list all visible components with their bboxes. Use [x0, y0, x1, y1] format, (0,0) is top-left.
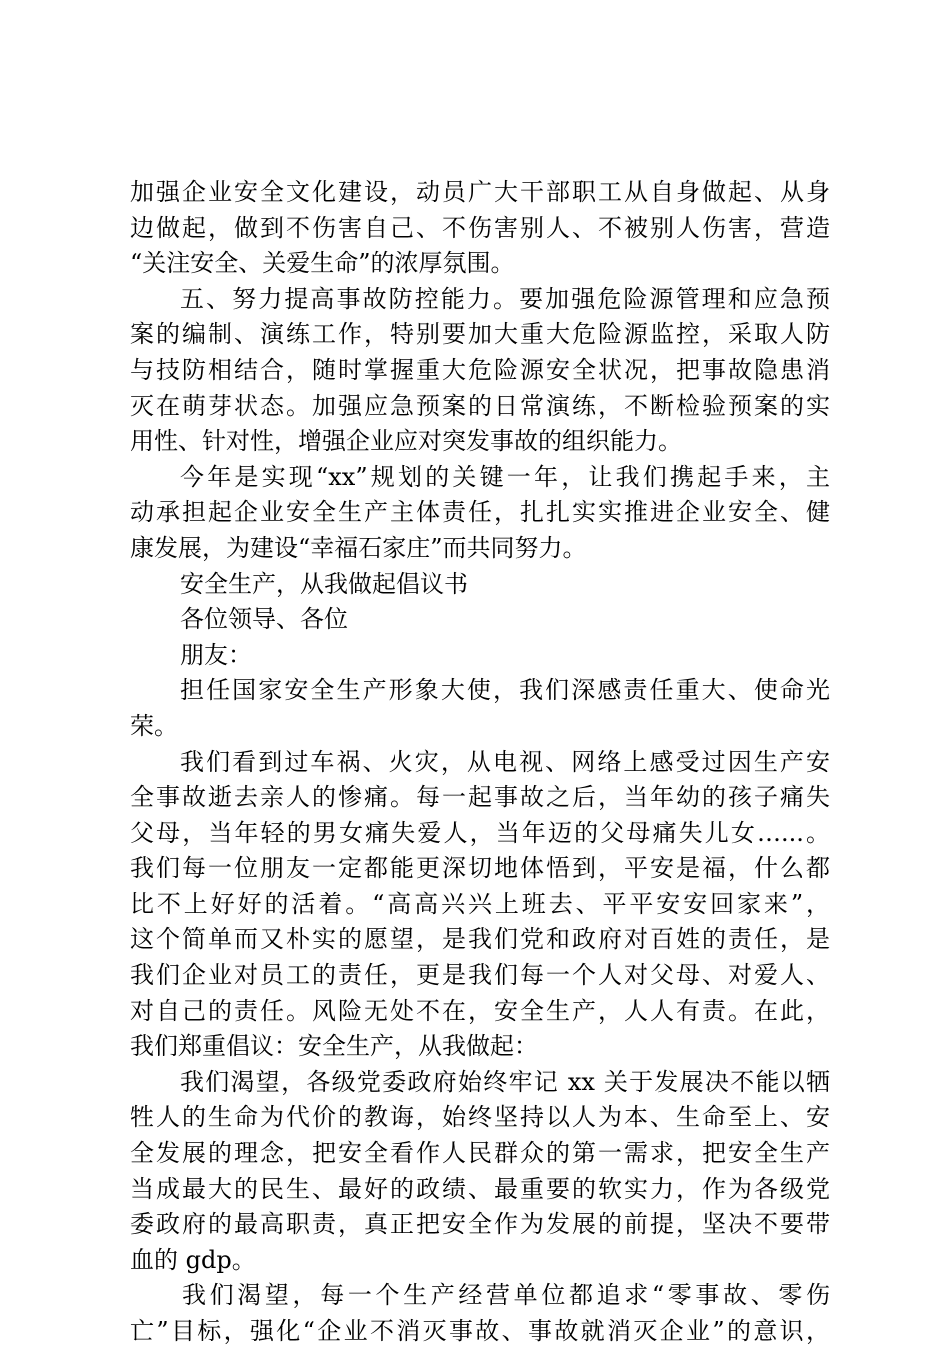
- text-line: 与技防相结合，随时掌握重大危险源安全状况，把事故隐患消: [130, 355, 830, 384]
- text-line: 对自己的责任。风险无处不在，安全生产，人人有责。在此，: [130, 996, 830, 1025]
- text-line: 朋友：: [180, 640, 252, 669]
- text-line: 用性、针对性，增强企业应对突发事故的组织能力。: [130, 427, 682, 456]
- text-line: 全发展的理念，把安全看作人民群众的第一需求，把安全生产: [130, 1139, 830, 1168]
- document-body: [130, 175, 830, 1350]
- text-line: 康发展，为建设“幸福石家庄”而共同努力。: [130, 533, 587, 562]
- text-line: 我们郑重倡议：安全生产，从我做起：: [130, 1032, 538, 1061]
- text-line: 亡”目标，强化“企业不消灭事故、事故就消灭企业”的意识，: [130, 1317, 830, 1345]
- text-line: 委政府的最高职责，真正把安全作为发展的前提，坚决不要带: [130, 1210, 830, 1239]
- text-line: 我们看到过车祸、火灾，从电视、网络上感受过因生产安: [180, 747, 830, 776]
- text-line: 牲人的生命为代价的教诲，始终坚持以人为本、生命至上、安: [130, 1103, 830, 1132]
- text-line: 灭在萌芽状态。加强应急预案的日常演练，不断检验预案的实: [130, 391, 830, 420]
- text-line: 各位领导、各位: [180, 605, 348, 634]
- text-line: 我们企业对员工的责任，更是我们每一个人对父母、对爱人、: [130, 961, 830, 990]
- text-line: 案的编制、演练工作，特别要加大重大危险源监控，采取人防: [130, 320, 830, 349]
- text-line: 安全生产，从我做起倡议书: [180, 569, 468, 598]
- text-line: 我们渴望，各级党委政府始终牢记 xx 关于发展决不能以牺: [180, 1067, 830, 1096]
- text-line: 边做起，做到不伤害自己、不伤害别人、不被别人伤害，营造: [130, 213, 830, 242]
- text-line: 担任国家安全生产形象大使，我们深感责任重大、使命光: [180, 676, 830, 705]
- text-line: “关注安全、关爱生命”的浓厚氛围。: [130, 249, 515, 278]
- text-line: 这个简单而又朴实的愿望，是我们党和政府对百姓的责任，是: [130, 925, 830, 954]
- text-line: 血的 gdp。: [130, 1245, 256, 1274]
- text-line: 父母，当年轻的男女痛失爱人，当年迈的父母痛失儿女…...。: [130, 818, 830, 847]
- text-line: 当成最大的民生、最好的政绩、最重要的软实力，作为各级党: [130, 1174, 830, 1203]
- text-line: 今年是实现“xx”规划的关键一年，让我们携起手来，主: [180, 462, 830, 491]
- text-line: 五、努力提高事故防控能力。要加强危险源管理和应急预: [180, 284, 830, 313]
- text-line: 全事故逝去亲人的惨痛。每一起事故之后，当年幼的孩子痛失: [130, 783, 830, 812]
- text-line: 比不上好好的活着。“高高兴兴上班去、平平安安回家来”，: [130, 889, 830, 918]
- text-line: 荣。: [130, 711, 178, 740]
- text-line: 加强企业安全文化建设，动员广大干部职工从自身做起、从身: [130, 178, 830, 206]
- text-line: 我们渴望，每一个生产经营单位都追求“零事故、零伤: [182, 1281, 830, 1310]
- text-line: 动承担起企业安全生产主体责任，扎扎实实推进企业安全、健: [130, 498, 830, 527]
- text-line: 我们每一位朋友一定都能更深切地体悟到，平安是福，什么都: [130, 854, 830, 883]
